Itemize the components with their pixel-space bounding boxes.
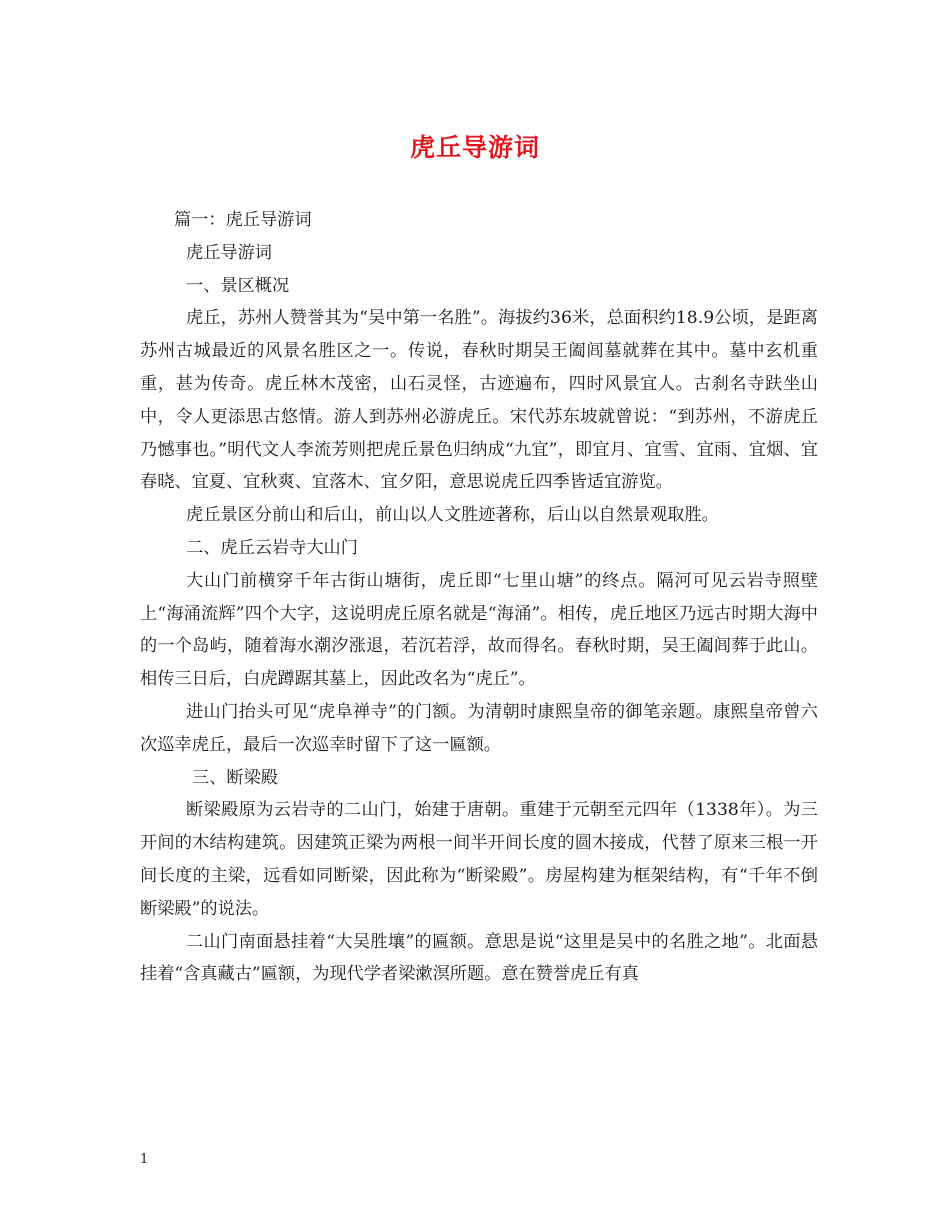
paragraph-duanliang-hall: 断梁殿原为云岩寺的二山门，始建于唐朝。重建于元朝至元四年（1338年）。为三开间的木结构建筑。因建筑正梁为两根一间半开间长度的圆木接成，代替了原来三根一开间长度的主梁，远看如同断梁，因此称为“断梁殿”。房屋构建为框架结构，有“千年不倒断梁殿”的说法。 (140, 800, 818, 919)
paragraph-plaque: 进山门抬头可见“虎阜禅寺”的门额。为清朝时康熙皇帝的御笔亲题。康熙皇帝曾六次巡幸虎丘，最后一次巡幸时留下了这一匾额。 (140, 701, 818, 755)
section-heading-main-gate: 二、虎丘云岩寺大山门 (186, 537, 358, 558)
section-heading-duanliang-hall: 三、断梁殿 (192, 767, 278, 788)
page-number: 1 (140, 1152, 149, 1167)
chapter-heading: 篇一：虎丘导游词 (174, 210, 312, 230)
paragraph-main-gate: 大山门前横穿千年古街山塘街，虎丘即“七里山塘”的终点。隔河可见云岩寺照壁上“海涌流辉”四个大字，这说明虎丘原名就是“海涌”。相传，虎丘地区乃远古时期大海中的一个岛屿，随着海水潮汐涨退，若沉若浮，故而得名。春秋时期，吴王阖闾葬于此山。相传三日后，白虎蹲踞其墓上，因此改名为“虎丘”。 (140, 570, 818, 690)
document-title: 虎丘导游词 (409, 133, 540, 162)
paragraph-second-gate: 二山门南面悬挂着“大吴胜壤”的匾额。意思是说“这里是吴中的名胜之地”。北面悬挂着“含真藏古”匾额，为现代学者梁漱溟所题。意在赞誉虎丘有真 (140, 931, 818, 985)
paragraph-front-back-hill: 虎丘景区分前山和后山，前山以人文胜迹著称，后山以自然景观取胜。 (186, 505, 719, 526)
subtitle: 虎丘导游词 (186, 242, 272, 263)
section-heading-overview: 一、景区概况 (186, 275, 290, 296)
paragraph-overview: 虎丘，苏州人赞誉其为“吴中第一名胜”。海拔约36米，总面积约18.9公顷，是距离苏州古城最近的风景名胜区之一。传说，春秋时期吴王阖闾墓就葬在其中。墓中玄机重重，甚为传奇。虎丘林木茂密，山石灵怪，古迹遍布，四时风景宜人。古刹名寺趺坐山中，令人更添思古悠情。游人到苏州必游虎丘。宋代苏东坡就曾说：“到苏州，不游虎丘乃憾事也。”明代文人李流芳则把虎丘景色归纳成“九宜”，即宜月、宜雪、宜雨、宜烟、宜春晓、宜夏、宜秋爽、宜落木、宜夕阳，意思说虎丘四季皆适宜游览。 (140, 308, 818, 493)
document-body (140, 204, 818, 991)
